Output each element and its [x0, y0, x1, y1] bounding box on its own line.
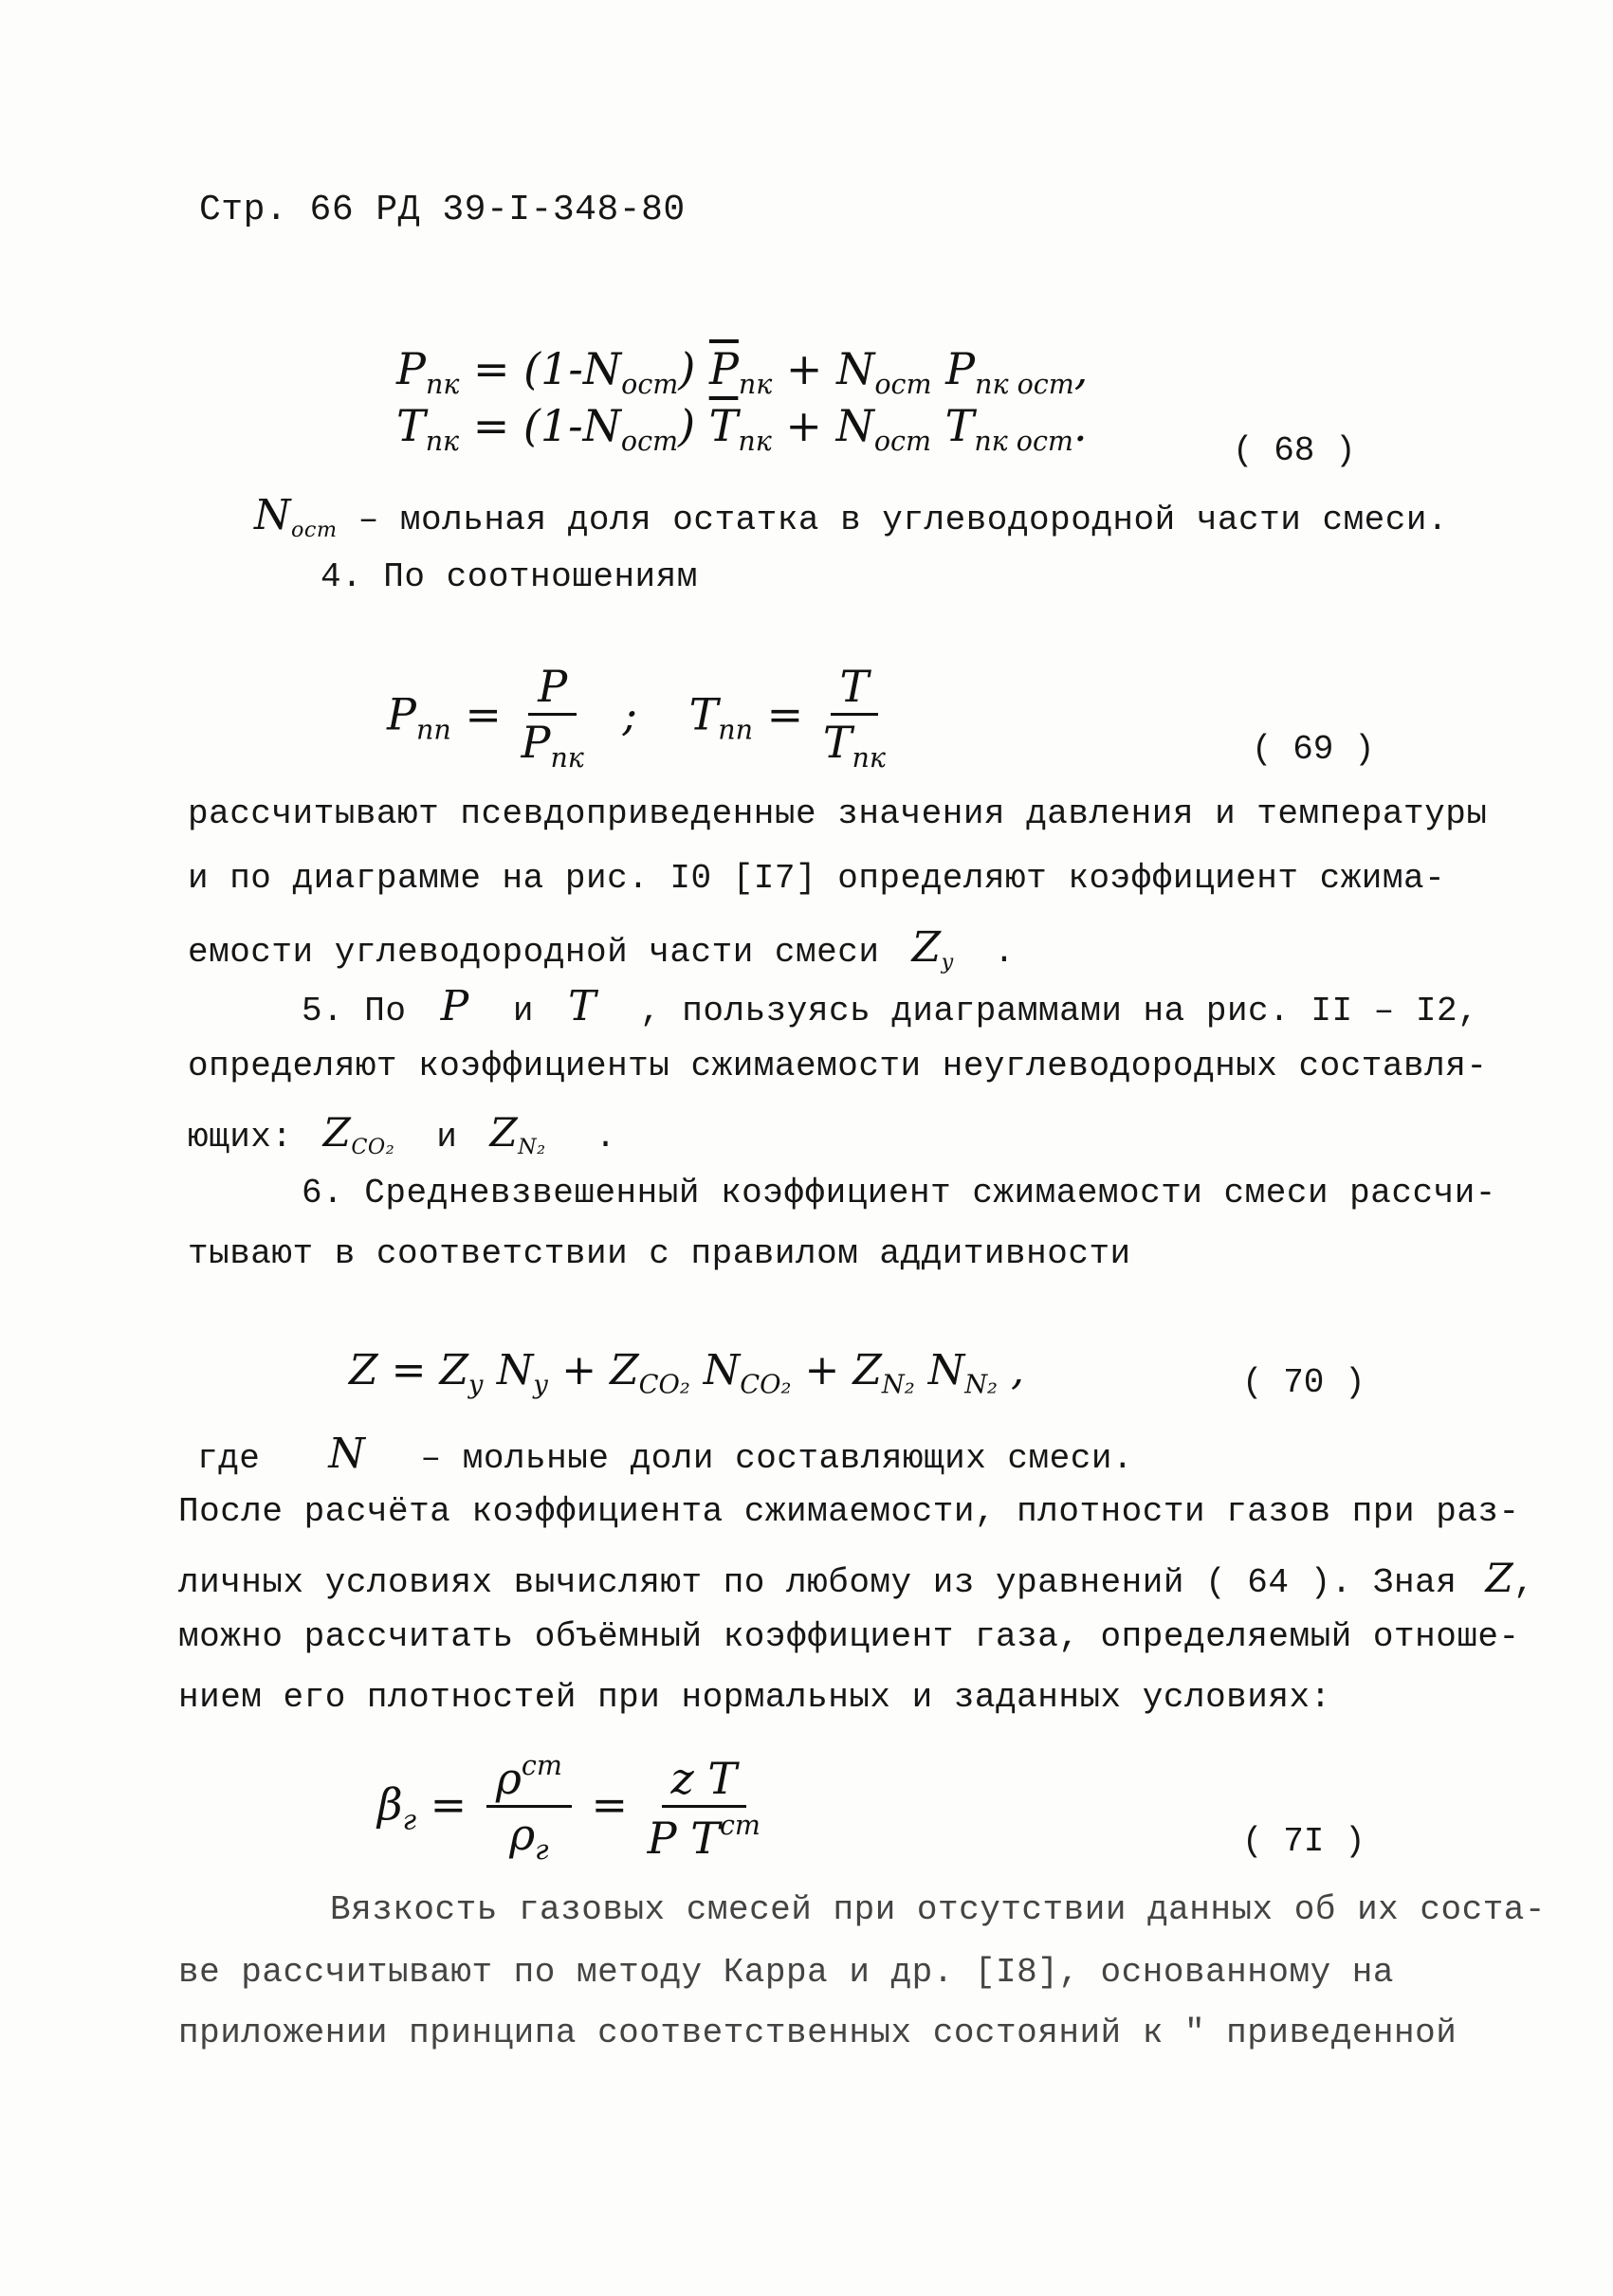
paragraph-5-line2: определяют коэффициенты сжимаемости неуглеводородных составля-	[188, 1047, 1488, 1085]
paragraph-4: 4. По соотношениям	[321, 557, 698, 596]
formula-71: $\beta_г$ = $\frac{\rho^{ст}}{\rho_г}$ = $\frac{\text{z T}}{P T^{ст}}$	[377, 1750, 761, 1867]
text-after-69-line2: и по диаграмме на рис. I0 [I7] определяют коэффициент сжима-	[188, 859, 1446, 898]
where-n-definition: где N – мольные доли составляющих смеси.	[197, 1430, 1134, 1478]
formula-70: $Z = Z_у$ $N_у + Z_{CO_2}$ $N_{CO_2} + Z_{N_2}$ $N_{N_2}$ ,	[349, 1346, 1024, 1400]
paragraph-5-line1: 5. По P и T , пользуясь диаграммами на рис. II – I2,	[302, 982, 1479, 1030]
paragraph-after-line3: можно рассчитать объёмный коэффициент газа, определяемый отноше-	[178, 1617, 1520, 1656]
page-header: Стр. 66 РД 39-I-348-80	[199, 190, 686, 230]
fraction-t-over-tpk: $\frac{T}{T_{пк}}$	[822, 661, 886, 774]
equation-number-68: ( 68 )	[1233, 431, 1356, 470]
last-paragraph-line1: Вязкость газовых смесей при отсутствии данных об их соста-	[330, 1890, 1547, 1929]
fraction-rho-st-over-rho-g: $\frac{\rho^{ст}}{\rho_г}$	[486, 1752, 572, 1865]
equation-number-69: ( 69 )	[1252, 730, 1375, 769]
equation-number-70: ( 70 )	[1242, 1363, 1366, 1402]
paragraph-after-line2: личных условиях вычисляют по любому из уравнений ( 64 ). Зная Z,	[178, 1555, 1535, 1602]
paragraph-6-line2: тывают в соответствии с правилом аддитивности	[188, 1234, 1131, 1273]
formula-68-line2: $T_{пк} = (1-N_{ост}) \overline{T}_{пк} + N_{ост}$ $T_{пк ост}$.	[396, 400, 1088, 457]
equation-number-71: ( 7I )	[1242, 1822, 1366, 1861]
fraction-zt-over-pt-st: $\frac{\text{z T}}{P T^{ст}}$	[647, 1752, 761, 1865]
text-after-69-line3: емости углеводородной части смеси $Z_у$ .	[188, 923, 1016, 975]
last-paragraph-line2: ве рассчитывают по методу Карра и др. [I8], основанному на	[178, 1953, 1395, 1992]
text-after-69-line1: рассчитывают псевдоприведенные значения давления и температуры	[188, 794, 1488, 833]
paragraph-6-line1: 6. Средневзвешенный коэффициент сжимаемости смеси рассчи-	[302, 1174, 1496, 1212]
last-paragraph-line3: приложении принципа соответственных состояний к " приведенной	[178, 2014, 1457, 2052]
paragraph-after-line1: После расчёта коэффициента сжимаемости, плотности газов при раз-	[178, 1492, 1520, 1531]
formula-69: $P_{пп}$ = $\frac{P}{P_{пк}}$ ; $T_{пп}$ = $\frac{T}{T_{пк}}$	[387, 661, 886, 774]
definition-n-ost: $N_{ост}$ – мольная доля остатка в углеводородной части смеси.	[254, 491, 1449, 542]
paragraph-5-line3: ющих: $Z_{CO_2}$ и $Z_{N_2}$ .	[188, 1109, 616, 1159]
formula-68-line1: $P_{пк} = (1-N_{ост}) \overline{P}_{пк} + N_{ост}$ $P_{пк ост}$,	[396, 343, 1089, 400]
fraction-p-over-ppk: $\frac{P}{P_{пк}}$	[521, 661, 584, 774]
paragraph-after-line4: нием его плотностей при нормальных и заданных условиях:	[178, 1678, 1331, 1717]
